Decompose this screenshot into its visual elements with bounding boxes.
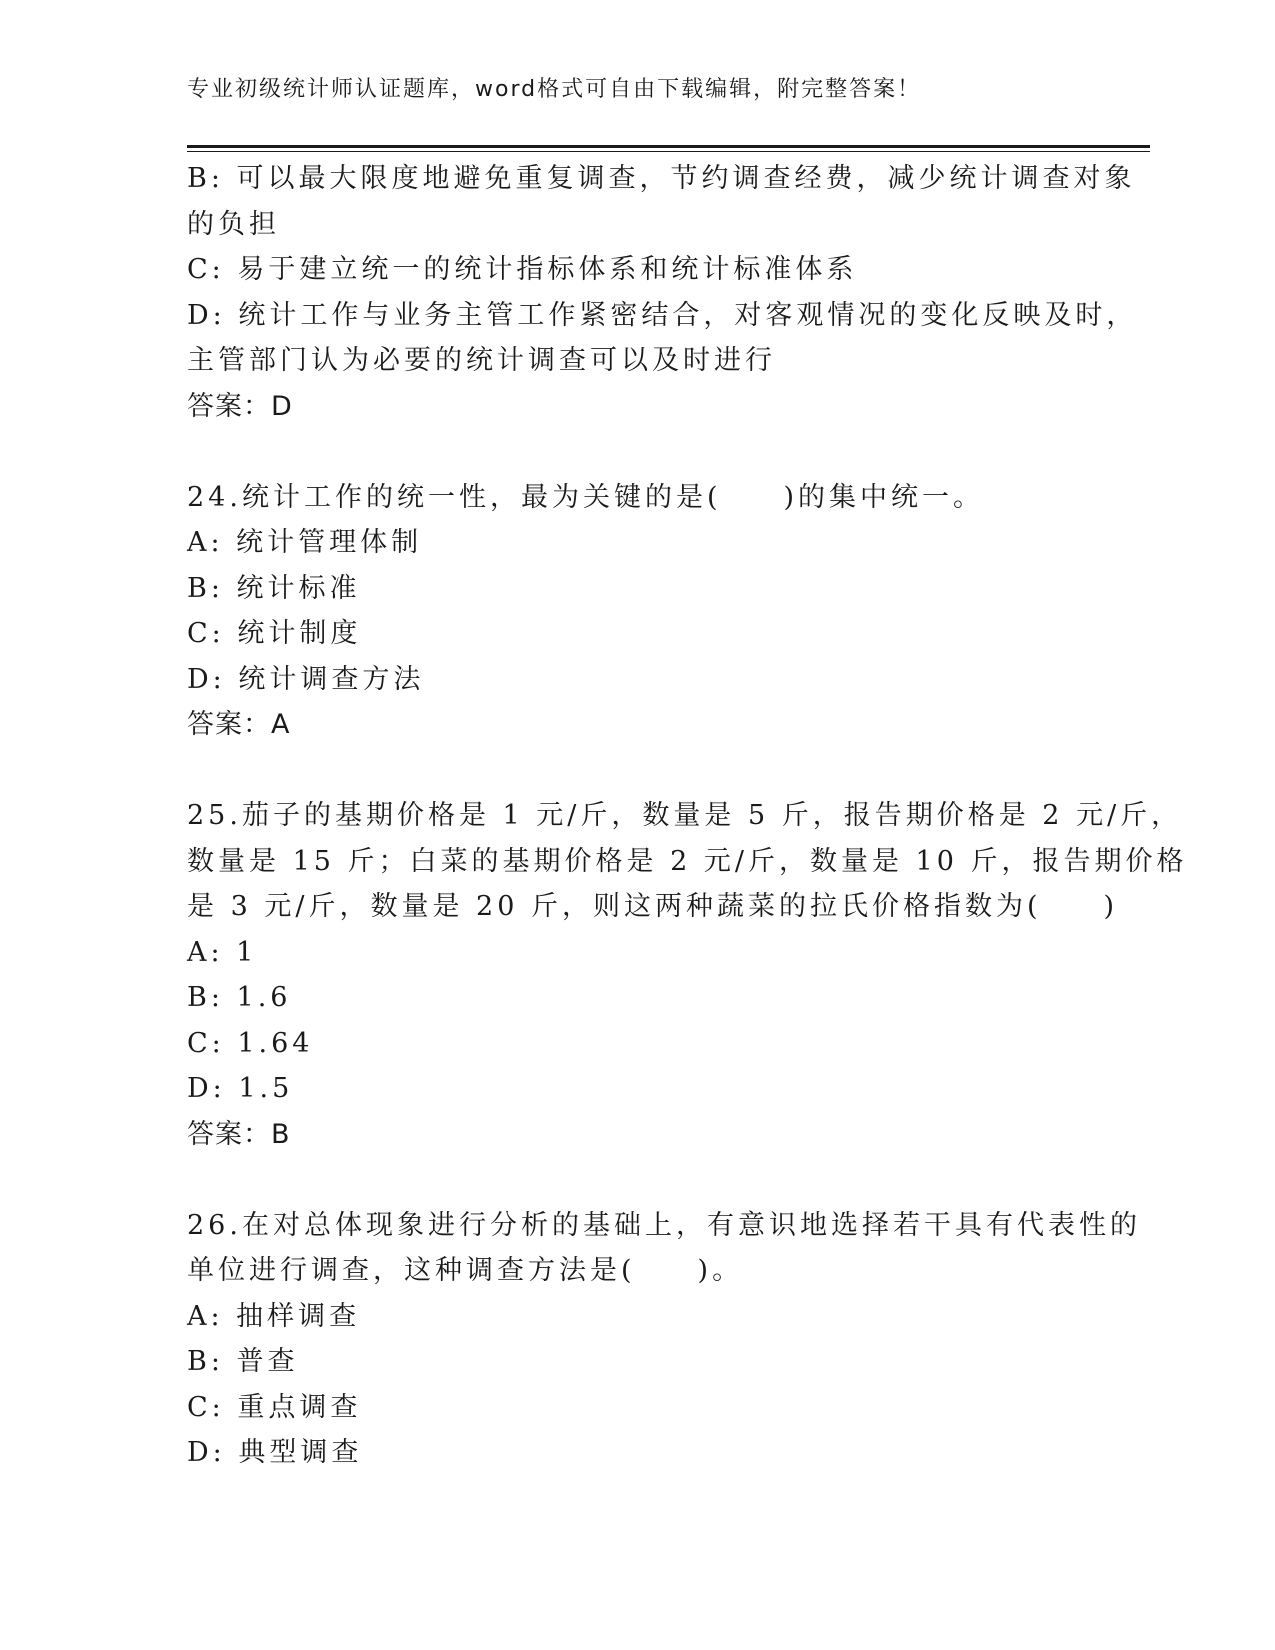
- question-content: [187, 156, 1188, 1476]
- option-b-line-2: 的负担: [187, 208, 280, 240]
- option-b-line-1: B: 可以最大限度地避免重复调查，节约调查经费，减少统计调查对象: [187, 163, 1136, 194]
- question-25-option-a: A: 1: [187, 936, 258, 968]
- option-d-line-2: 主管部门认为必要的统计调查可以及时进行: [187, 345, 776, 376]
- question-24-option-d: D: 统计调查方法: [187, 663, 425, 695]
- spacer: [187, 429, 1067, 475]
- question-26-option-a: A: 抽样调查: [187, 1300, 361, 1332]
- answer-24: 答案：A: [187, 709, 291, 740]
- header-rule-thick: [187, 145, 1150, 148]
- question-25-stem-line-3: 是 3 元/斤，数量是 20 斤，则这两种蔬菜的拉氏价格指数为( ): [187, 891, 1119, 922]
- spacer: [187, 748, 1067, 794]
- question-26-option-d: D: 典型调查: [187, 1437, 363, 1468]
- answer-23: 答案：D: [187, 390, 293, 422]
- question-26-option-b: B: 普查: [187, 1346, 299, 1377]
- question-24-stem: 24.统计工作的统一性，最为关键的是( )的集中统一。: [187, 481, 985, 513]
- question-25-option-c: C: 1.64: [187, 1027, 314, 1059]
- question-24-option-b: B: 统计标准: [187, 572, 361, 604]
- question-25-option-d: D: 1.5: [187, 1073, 294, 1104]
- option-d-line-1: D: 统计工作与业务主管工作紧密结合，对客观情况的变化反映及时，: [187, 299, 1138, 331]
- option-c: C: 易于建立统一的统计指标体系和统计标准体系: [187, 254, 858, 285]
- question-25-stem-line-2: 数量是 15 斤；白菜的基期价格是 2 元/斤，数量是 10 斤，报告期价格: [187, 845, 1188, 877]
- spacer: [187, 1157, 1067, 1203]
- question-26-option-c: C: 重点调查: [187, 1391, 362, 1423]
- question-25-option-b: B: 1.6: [187, 982, 292, 1013]
- question-24-option-a: A: 统计管理体制: [187, 527, 423, 558]
- answer-25: 答案：B: [187, 1118, 291, 1150]
- question-26-stem-line-1: 26.在对总体现象进行分析的基础上，有意识地选择若干具有代表性的: [187, 1209, 1141, 1241]
- header-rule-thin: [187, 151, 1150, 152]
- question-24-option-c: C: 统计制度: [187, 618, 362, 649]
- question-25-stem-line-1: 25.茄子的基期价格是 1 元/斤，数量是 5 斤，报告期价格是 2 元/斤，: [187, 800, 1183, 831]
- question-26-stem-line-2: 单位进行调查，这种调查方法是( )。: [187, 1255, 744, 1286]
- page-header: 专业初级统计师认证题库，word格式可自由下载编辑，附完整答案！: [187, 77, 922, 102]
